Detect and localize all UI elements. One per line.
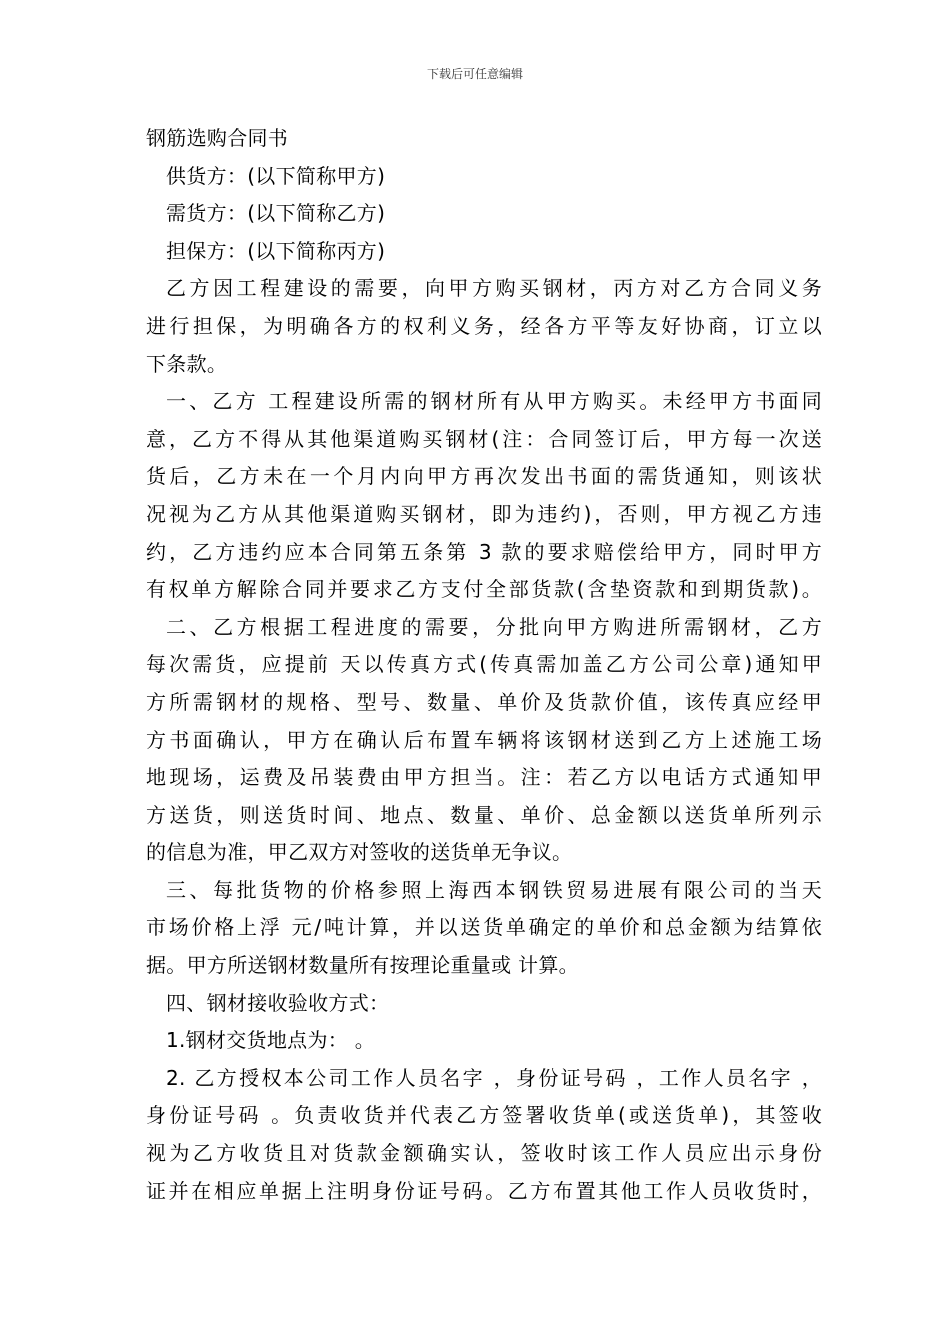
document-line: 四、钢材接收验收方式：	[166, 990, 390, 1015]
document-body	[146, 120, 822, 1210]
document-line: 乙方因工程建设的需要，向甲方购买钢材，丙方对乙方合同义务	[166, 276, 822, 301]
document-line: 有权单方解除合同并要求乙方支付全部货款(含垫资款和到期货款)。	[146, 577, 822, 602]
document-line: 方书面确认，甲方在确认后布置车辆将该钢材送到乙方上述施工场	[146, 727, 822, 752]
document-line: 方所需钢材的规格、型号、数量、单价及货款价值，该传真应经甲	[146, 689, 822, 714]
document-line: 2. 乙方授权本公司工作人员名字 ，身份证号码 ，工作人员名字 ，	[166, 1065, 822, 1090]
document-line: 二、乙方根据工程进度的需要，分批向甲方购进所需钢材，乙方	[166, 614, 822, 639]
document-line: 1.钢材交货地点为： 。	[166, 1028, 376, 1053]
document-line: 方送货，则送货时间、地点、数量、单价、总金额以送货单所列示	[146, 802, 822, 827]
page-header: 下载后可任意编辑	[426, 67, 523, 81]
document-line: 的信息为准，甲乙双方对签收的送货单无争议。	[146, 840, 573, 865]
document-line: 需货方：(以下简称乙方)	[166, 201, 386, 226]
document-title: 钢筋选购合同书	[146, 126, 289, 150]
document-line: 据。甲方所送钢材数量所有按理论重量或 计算。	[146, 953, 579, 978]
document-line: 担保方：(以下简称丙方)	[166, 238, 386, 263]
document-line: 市场价格上浮 元/吨计算，并以送货单确定的单价和总金额为结算依	[146, 915, 822, 940]
document-line: 进行担保，为明确各方的权利义务，经各方平等友好协商，订立以	[146, 313, 822, 338]
document-line: 三、每批货物的价格参照上海西本钢铁贸易进展有限公司的当天	[166, 877, 822, 902]
document-line: 况视为乙方从其他渠道购买钢材，即为违约)，否则，甲方视乙方违	[146, 501, 822, 526]
document-line: 供货方：(以下简称甲方)	[166, 163, 386, 188]
document-line: 一、乙方 工程建设所需的钢材所有从甲方购买。未经甲方书面同	[166, 389, 822, 414]
document-line: 意，乙方不得从其他渠道购买钢材(注：合同签订后，甲方每一次送	[146, 426, 822, 451]
document-line: 身份证号码 。负责收货并代表乙方签署收货单(或送货单)，其签收	[146, 1103, 822, 1128]
document-line: 货后，乙方未在一个月内向甲方再次发出书面的需货通知，则该状	[146, 464, 822, 489]
document-line: 下条款。	[146, 351, 228, 376]
document-line: 地现场，运费及吊装费由甲方担当。注：若乙方以电话方式通知甲	[146, 765, 822, 790]
document-line: 证并在相应单据上注明身份证号码。乙方布置其他工作人员收货时，	[146, 1178, 822, 1203]
document-line: 约，乙方违约应本合同第五条第 3 款的要求赔偿给甲方，同时甲方	[146, 539, 822, 564]
document-line: 每次需货，应提前 天以传真方式(传真需加盖乙方公司公章)通知甲	[146, 652, 822, 677]
document-line: 视为乙方收货且对货款金额确实认，签收时该工作人员应出示身份	[146, 1141, 822, 1166]
